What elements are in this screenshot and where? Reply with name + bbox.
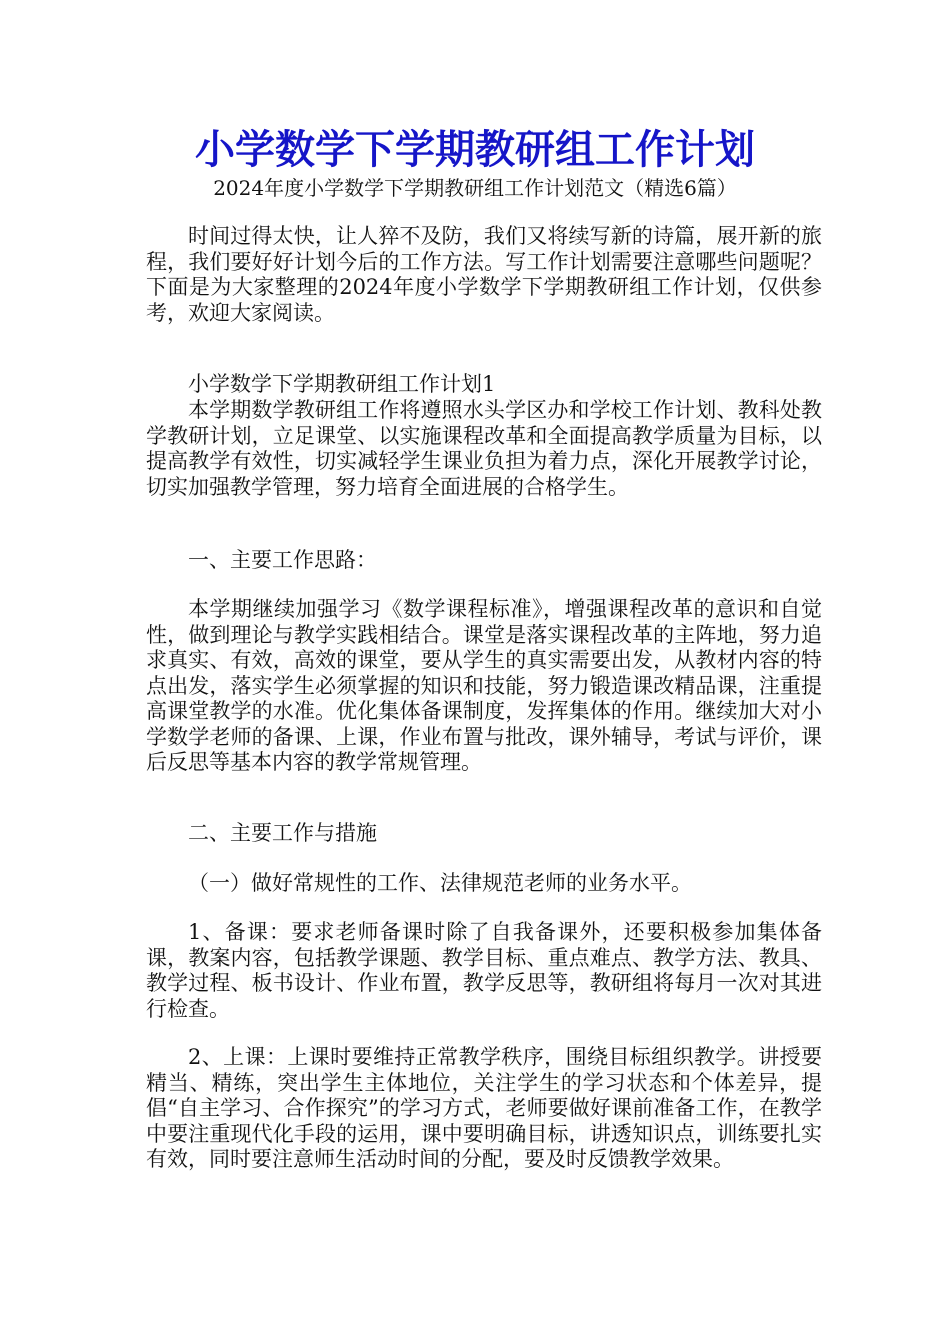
document-title: 小学数学下学期教研组工作计划 — [195, 126, 755, 173]
section-heading-2: 二、主要工作与措施 — [188, 821, 377, 845]
intro-paragraph: 时间过得太快，让人猝不及防，我们又将续写新的诗篇，展开新的旅程，我们要好好计划今后的工作方法。写工作计划需要注意哪些问题呢？下面是为大家整理的2024年度小学数学下学期教研组工作计划，仅供参考，欢迎大家阅读。 — [146, 224, 822, 325]
subsection-heading-1: （一）做好常规性的工作、法律规范老师的业务水平。 — [188, 871, 692, 895]
teaching-paragraph: 2、上课：上课时要维持正常教学秩序，围绕目标组织教学。讲授要精当、精练，突出学生主体地位，关注学生的学习状态和个体差异，提倡“自主学习、合作探究”的学习方式，老师要做好课前准备工作，在教学中要注重现代化手段的运用，课中要明确目标，讲透知识点，训练要扎实有效，同时要注意师生活动时间的分配，要及时反馈教学效果。 — [146, 1045, 822, 1171]
lesson-prep-paragraph: 1、备课：要求老师备课时除了自我备课外，还要积极参加集体备课，教案内容，包括教学课题、教学目标、重点难点、教学方法、教具、教学过程、板书设计、作业布置，教学反思等，教研组将每月一次对其进行检查。 — [146, 920, 822, 1021]
document-subtitle: 2024年度小学数学下学期教研组工作计划范文（精选6篇） — [213, 176, 737, 200]
plan-intro-paragraph: 本学期数学教研组工作将遵照水头学区办和学校工作计划、教科处教学教研计划，立足课堂、以实施课程改革和全面提高教学质量为目标，以提高教学有效性，切实减轻学生课业负担为着力点，深化开展教学讨论，切实加强教学管理，努力培育全面进展的合格学生。 — [146, 398, 822, 499]
plan-heading: 小学数学下学期教研组工作计划1 — [188, 372, 496, 396]
work-ideas-paragraph: 本学期继续加强学习《数学课程标准》，增强课程改革的意识和自觉性，做到理论与教学实践相结合。课堂是落实课程改革的主阵地，努力追求真实、有效，高效的课堂，要从学生的真实需要出发，从教材内容的特点出发，落实学生必须掌握的知识和技能，努力锻造课改精品课，注重提高课堂教学的水准。优化集体备课制度，发挥集体的作用。继续加大对小学数学老师的备课、上课，作业布置与批改，课外辅导，考试与评价，课后反思等基本内容的教学常规管理。 — [146, 597, 822, 774]
section-heading-1: 一、主要工作思路： — [188, 548, 377, 572]
